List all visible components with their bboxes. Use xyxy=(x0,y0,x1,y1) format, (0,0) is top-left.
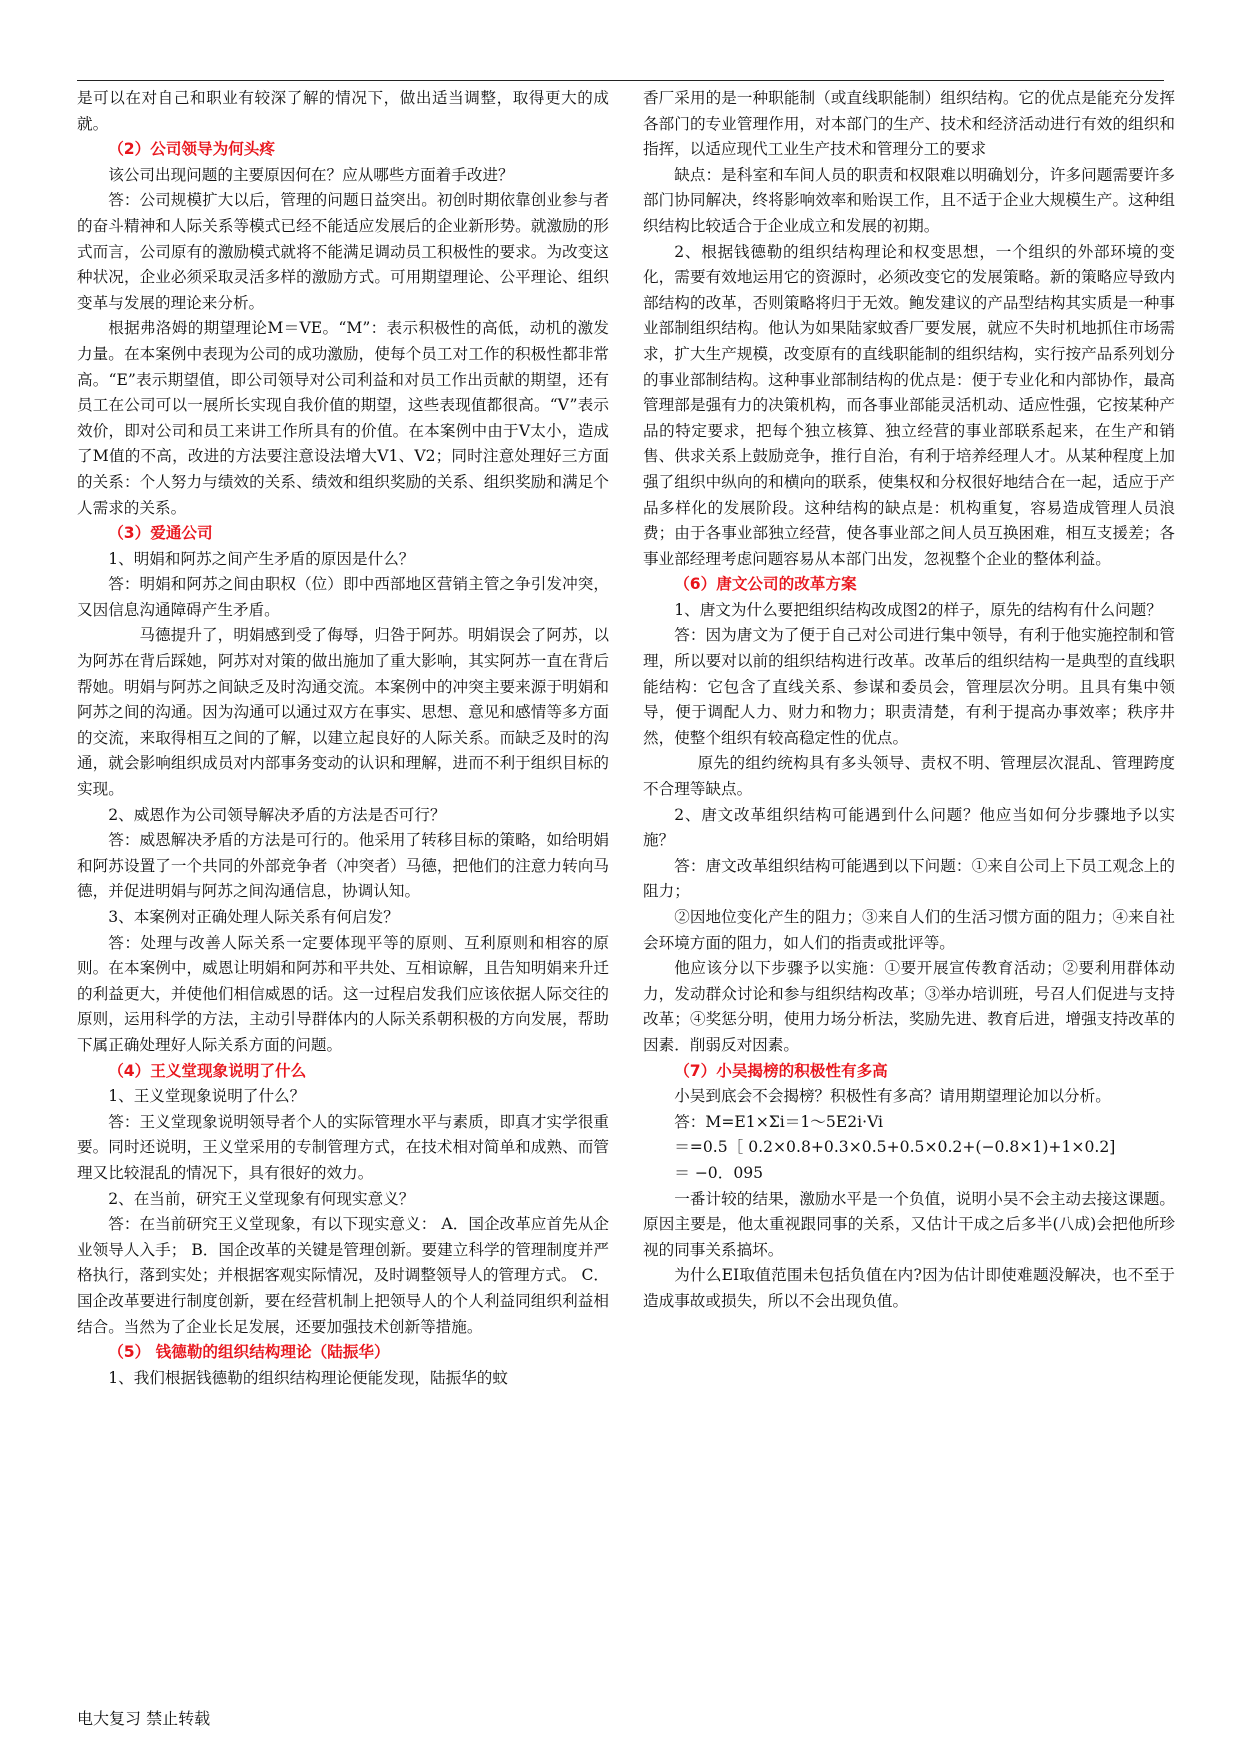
paragraph: 1、王义堂现象说明了什么？ xyxy=(108,1087,306,1106)
paragraph: 1、我们根据钱德勒的组织结构理论便能发现，陆振华的蚊 xyxy=(108,1368,508,1387)
paragraph: 原先的组约统构具有多头领导、责权不明、管理层次混乱、管理跨度不合理等缺点。 xyxy=(643,754,1175,799)
header-rule xyxy=(77,80,1164,81)
formula-line: ＝ −0．095 xyxy=(674,1163,764,1182)
paragraph: 马德提升了，明娟感到受了侮辱，归咎于阿苏。明娟误会了阿苏，以为阿苏在背后踩她，阿苏对对策的做出施加了重大影响，其实阿苏一直在背后帮她。明娟与阿苏之间缺乏及时沟通交流。本案例中的冲突主要来源于明娟和阿苏之间的沟通。因为沟通可以通过双方在事实、思想、意见和感情等多方面的交流，来取得相互之间的了解，以建立起良好的人际关系。而缺乏及时的沟通，就会影响组织成员对内部事务变动的认识和理解，进而不利于组织目标的实现。 xyxy=(77,626,609,799)
section-heading-2: （2）公司领导为何头疼 xyxy=(108,140,275,159)
paragraph: 1、唐文为什么要把组织结构改成图2的样子，原先的结构有什么问题？ xyxy=(674,600,1162,619)
right-column xyxy=(643,86,1175,1315)
paragraph: 3、本案例对正确处理人际关系有何启发？ xyxy=(108,908,399,926)
page-footer: 电大复习 禁止转载 xyxy=(77,1709,211,1728)
formula-line: 答：M=E1×Σi＝1～5E2i·Vi xyxy=(674,1112,884,1131)
paragraph: 答：唐文改革组织结构可能遇到以下问题：①来自公司上下员工观念上的阻力； xyxy=(643,856,1175,901)
paragraph: 根据弗洛姆的期望理论M＝VE。“M”：表示积极性的高低，动机的激发力量。在本案例中表现为公司的成功激励，使每个员工对工作的积极性都非常高。“E”表示期望值，即公司领导对公司利益和对员工作出贡献的期望，还有员工在公司可以一展所长实现自我价值的期望，这些表现值都很高。“V”表示效价，即对公司和员工来讲工作所具有的价值。在本案例中由于V太小，造成了M值的不高，改进的方法要注意设法增大V1、V2；同时注意处理好三方面的关系：个人努力与绩效的关系、绩效和组织奖励的关系、组织奖励和满足个人需求的关系。 xyxy=(77,319,609,517)
paragraph: 他应该分以下步骤予以实施：①要开展宣传教育活动；②要利用群体动力，发动群众讨论和参与组织结构改革；③举办培训班，号召人们促进与支持改革；④奖惩分明，使用力场分析法，奖励先进、教育后进，增强支持改革的因素．削弱反对因素。 xyxy=(643,959,1175,1054)
section-heading-6: （6）唐文公司的改革方案 xyxy=(674,575,857,594)
paragraph: 一番计较的结果，激励水平是一个负值，说明小吴不会主动去接这课题。原因主要是，他太重视跟同事的关系，又估计干成之后多半(八成)会把他所珍视的同事关系搞坏。 xyxy=(643,1189,1175,1259)
paragraph: 2、威恩作为公司领导解决矛盾的方法是否可行？ xyxy=(108,805,446,824)
paragraph: ②因地位变化产生的阻力；③来自人们的生活习惯方面的阻力；④来自社会环境方面的阻力，如人们的指责或批评等。 xyxy=(643,908,1175,952)
paragraph: 答：因为唐文为了便于自己对公司进行集中领导，有利于他实施控制和管理，所以要对以前的组织结构进行改革。改革后的组织结构一是典型的直线职能结构：它包含了直线关系、参谋和委员会，管理层次分明。且具有集中领导，便于调配人力、财力和物力；职责清楚，有利于提高办事效率；秩序井然，使整个组织有较高稳定性的优点。 xyxy=(643,626,1175,747)
section-heading-3: （3）爱通公司 xyxy=(108,524,213,543)
section-heading-5: （5） 钱德勒的组织结构理论（陆振华） xyxy=(108,1343,390,1362)
left-column xyxy=(77,86,609,1391)
paragraph: 答：在当前研究王义堂现象，有以下现实意义： A．国企改革应首先从企业领导人入手； B．国企改革的关键是管理创新。要建立科学的管理制度并严格执行，落到实处；并根据客观实际情况，及时调整领导人的管理方式。 C．国企改革要进行制度创新，要在经营机制上把领导人的个人利益同组织利益相结合。当然为了企业长足发展，还要加强技术创新等措施。 xyxy=(77,1215,609,1336)
paragraph: 1、明娟和阿苏之间产生矛盾的原因是什么？ xyxy=(108,549,415,568)
paragraph: 2、唐文改革组织结构可能遇到什么问题？他应当如何分步骤地予以实施？ xyxy=(643,805,1175,850)
paragraph: 该公司出现问题的主要原因何在？应从哪些方面着手改进？ xyxy=(108,165,514,184)
section-heading-7: （7）小吴揭榜的积极性有多高 xyxy=(674,1061,888,1080)
paragraph: 小吴到底会不会揭榜？积极性有多高？请用期望理论加以分析。 xyxy=(674,1087,1111,1106)
paragraph: 答：公司规模扩大以后，管理的问题日益突出。初创时期依靠创业参与者的奋斗精神和人际关系等模式已经不能适应发展后的企业新形势。就激励的形式而言，公司原有的激励模式就将不能满足调动员工积极性的要求。为改变这种状况，企业必须采取灵活多样的激励方式。可用期望理论、公平理论、组织变革与发展的理论来分析。 xyxy=(77,191,609,312)
paragraph: 香厂采用的是一种职能制（或直线职能制）组织结构。它的优点是能充分发挥各部门的专业管理作用，对本部门的生产、技术和经济活动进行有效的组织和指挥，以适应现代工业生产技术和管理分工的要求 xyxy=(643,89,1175,159)
paragraph: 是可以在对自己和职业有较深了解的情况下，做出适当调整，取得更大的成就。 xyxy=(77,89,609,133)
formula-line: ＝=0.5［ 0.2×0.8+0.3×0.5+0.5×0.2+(−0.8×1)+1×0.2] xyxy=(674,1138,1116,1157)
paragraph: 答：王义堂现象说明领导者个人的实际管理水平与素质，即真才实学很重要。同时还说明，王义堂采用的专制管理方式，在技术相对简单和成熟、而管理又比较混乱的情况下，具有很好的效力。 xyxy=(77,1112,609,1182)
paragraph: 答：明娟和阿苏之间由职权（位）即中西部地区营销主管之争引发冲突，又因信息沟通障碍产生矛盾。 xyxy=(77,575,609,619)
paragraph: 答：威恩解决矛盾的方法是可行的。他采用了转移目标的策略，如给明娟和阿苏设置了一个共同的外部竞争者（冲突者）马德，把他们的注意力转向马德，并促进明娟与阿苏之间沟通信息，协调认知。 xyxy=(77,831,609,901)
paragraph: 2、在当前，研究王义堂现象有何现实意义？ xyxy=(108,1189,415,1208)
paragraph: 缺点：是科室和车间人员的职责和权限难以明确划分，许多问题需要许多部门协同解决，终将影响效率和贻误工作，且不适于企业大规模生产。这种组织结构比较适合于企业成立和发展的初期。 xyxy=(643,165,1175,235)
paragraph: 2、根据钱德勒的组织结构理论和权变思想，一个组织的外部环境的变化，需要有效地运用它的资源时，必须改变它的发展策略。新的策略应导致内部结构的改革，否则策略将归于无效。鲍发建议的产品型结构其实质是一种事业部制组织结构。他认为如果陆家蚊香厂要发展，就应不失时机地抓住市场需求，扩大生产规模，改变原有的直线职能制的组织结构，实行按产品系列划分的事业部制结构。这种事业部制结构的优点是：便于专业化和内部协作，最高管理部是强有力的决策机构，而各事业部能灵活机动、适应性强，它按某种产品的特定要求，把每个独立核算、独立经营的事业部联系起来，在生产和销售、供求关系上鼓励竞争，推行自治，有利于培养经理人才。从某种程度上加强了组织中纵向的和横向的联系，使集权和分权很好地结合在一起，适应于产品多样化的发展阶段。这种结构的缺点是：机构重复，容易造成管理人员浪费；由于各事业部独立经营，使各事业部之间人员互换困难，相互支援差；各事业部经理考虑问题容易从本部门出发，忽视整个企业的整体利益。 xyxy=(643,242,1175,568)
section-heading-4: （4）王义堂现象说明了什么 xyxy=(108,1061,307,1080)
paragraph: 为什么EI取值范围未包括负值在内?因为估计即使难题没解决，也不至于造成事故或损失，所以不会出现负值。 xyxy=(643,1266,1175,1310)
paragraph: 答：处理与改善人际关系一定要体现平等的原则、互利原则和相容的原则。在本案例中，威恩让明娟和阿苏和平共处、互相谅解，且告知明娟来升迁的利益更大，并使他们相信威恩的话。这一过程启发我们应该依据人际交往的原则，运用科学的方法，主动引导群体内的人际关系朝积极的方向发展，帮助下属正确处理好人际关系方面的问题。 xyxy=(77,933,609,1054)
